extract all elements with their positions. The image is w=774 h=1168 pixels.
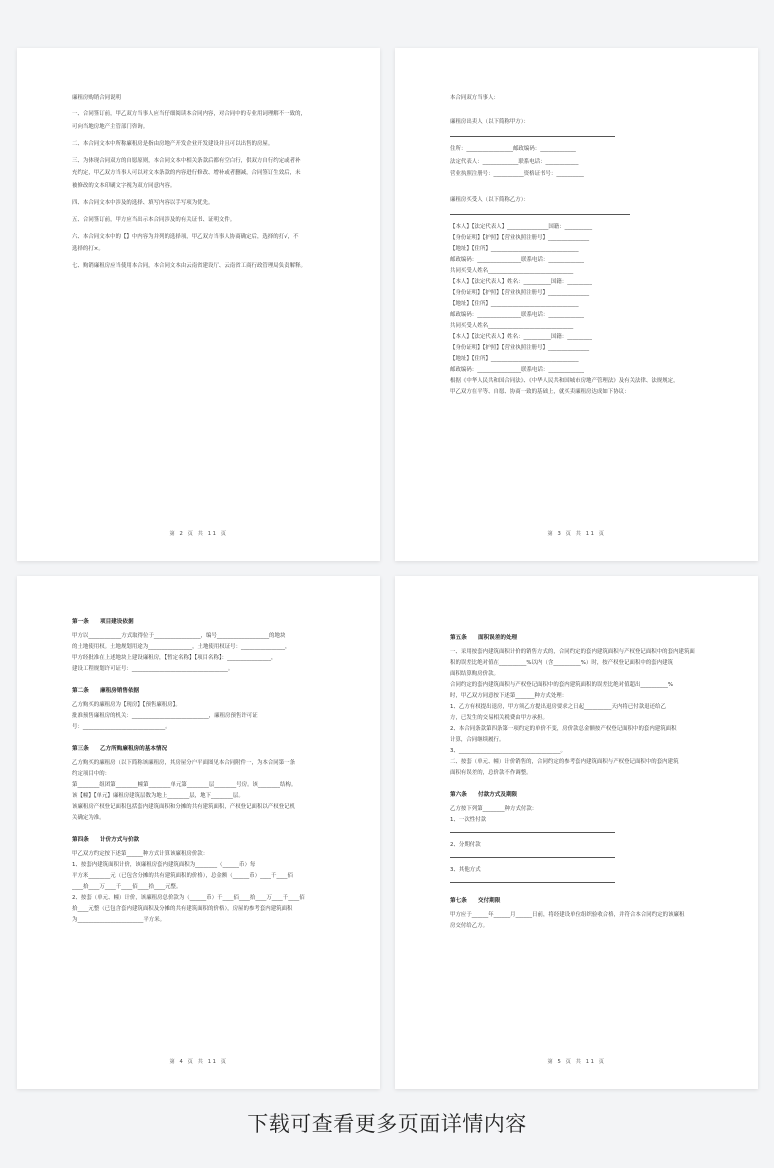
fill-line [450, 832, 615, 833]
text-line: 【本人】【法定代表人】姓名：__________国籍：_________ [450, 279, 592, 286]
text-line: 六、本合同文本中的【】中内容为并列的选择项，甲乙双方当事人协商确定后，选择的打√，不 [72, 233, 299, 240]
text-line: 廉租房买受人（以下简称乙方）： [450, 197, 529, 204]
text-line: 可向当地房地产主管部门咨询。 [72, 123, 149, 130]
section-title: 第五条 面积误差的处理 [450, 635, 518, 641]
text-line: 甲乙双方约定按下述第______种方式计算该廉租房价款： [72, 851, 209, 857]
text-line: 【地址】【住所】________________________________ [450, 301, 579, 308]
text-line: 批准预售廉租房的机关：____________________________，廉租房预售许可证 [72, 713, 258, 719]
text-line: 甲乙双方在平等、自愿、协商一致的基础上，就买卖廉租房达成如下协议： [450, 389, 630, 396]
text-line: 甲方应于______年______月______日前，将经建设单位组织验收合格，并符合本合同约定的该廉租 [450, 912, 685, 918]
text-line: 平方米________元（已包含分摊的共有建筑面积的价格），总金额（______币）____千____佰 [72, 873, 293, 879]
text-line: 廉租房出卖人（以下简称甲方）： [450, 119, 529, 125]
text-line: 一、采用按套内建筑面积计价的销售方式的，合同约定的套内建筑面积与产权登记面积中的套内建筑面 [450, 649, 695, 655]
text-line: 本合同双方当事人： [450, 95, 499, 101]
section-title: 第一条 项目建设依据 [72, 619, 134, 625]
fill-line [450, 136, 615, 137]
text-line: 邮政编码：________________联系电话：_____________ [450, 312, 585, 319]
download-caption: 下载可查看更多页面详情内容 [247, 1112, 527, 1136]
doc-title: 廉租房购销合同说明 [72, 95, 121, 101]
text-line: 1、按套内建筑面积计价，该廉租房套内建筑面积为________（______币）每 [72, 862, 256, 868]
text-line: 二、按套（单元、幢）计价销售的，合同约定的参考套内建筑面积与产权登记面积中的套内建筑 [450, 759, 679, 765]
text-line: 3、_____________________________________。 [450, 748, 566, 754]
fill-line [450, 882, 615, 883]
text-line: 1、乙方有权提出退房，甲方须乙方提出退房要求之日起__________天内将已付款退还给乙 [450, 704, 666, 710]
text-line: 约定项目中的： [72, 771, 111, 777]
text-line: 住所：_________________邮政编码：_____________ [450, 146, 576, 152]
text-line: 建设工程规划许可证号：___________________________________。 [72, 666, 234, 672]
text-line: 四、本合同文本中涉及的选择、填写内容以手写项为优先。 [72, 199, 214, 206]
text-line: 乙方购买的廉租房为【现房】【预售廉租房】。 [72, 702, 181, 708]
text-line: 积的误差比绝对值在__________%以内（含__________%）时，按产权登记面积中的套内建筑 [450, 660, 674, 666]
text-line: 法定代表人：_____________联系电话：____________ [450, 158, 579, 165]
text-line: ____拾____万____千____佰____拾____元整。 [72, 884, 182, 890]
text-line: 方，已发生的交易相关税费由甲方承担。 [450, 715, 548, 721]
fill-line [450, 857, 615, 858]
text-line: 【本人】【法定代表人】姓名：__________国籍：_________ [450, 334, 592, 341]
text-line: 该【幢】【单元】廉租房建筑层数为地上________层，地下________层。 [72, 793, 244, 799]
page-footer: 第 2 页 共 11 页 [169, 531, 228, 537]
text-line: 三、为体现合同双方的自愿原则，本合同文本中相关条款后都有空白行，供双方自行约定或者补 [72, 157, 301, 164]
text-line: 七、购销廉租房应当使用本合同，本合同文本由云南省建设厅、云南省工商行政管理局负责解释。 [72, 263, 306, 270]
text-line: 五、合同签订前，甲方应当出示本合同涉及的有关证书、证明文件。 [72, 216, 236, 223]
section-title: 第七条 交付期限 [450, 898, 501, 904]
fill-line [450, 214, 630, 215]
text-line: 面积有误差的，总价款不作调整。 [450, 770, 532, 776]
text-line: 【地址】【住所】________________________________ [450, 246, 579, 253]
text-line: 根据《中华人民共和国合同法》、《中华人民共和国城市房地产管理法》及有关法律、法规规定， [450, 378, 679, 385]
document-page-3 [395, 48, 758, 561]
page-footer: 第 5 页 共 11 页 [547, 1059, 606, 1065]
text-line: 该廉租房产权登记面积包括套内建筑面积和分摊的共有建筑面积，产权登记面积以产权登记机 [72, 804, 296, 810]
text-line: 的土地使用权。土地规划用途为________________，土地使用权证号：________________， [72, 644, 291, 650]
text-line: 【身份证明】【护照】【营业执照注册号】_______________ [450, 235, 590, 242]
text-line: 号：______________________________。 [72, 724, 171, 730]
text-line: 乙方购买的廉租房（以下简称该廉租房，其房屋分户平面图见本合同附件一，为本合同第一条 [72, 760, 296, 766]
text-line: 拾____元整（已包含套内建筑面积及分摊的共有建筑面积的价格），房屋的参考套内建筑面积 [72, 906, 293, 912]
page-footer: 第 3 页 共 11 页 [547, 531, 606, 537]
text-line: 第________组团第________幢第________单元第________层________号房。该________结构。 [72, 782, 297, 788]
text-line: 一、合同签订前，甲乙双方当事人应当仔细阅读本合同内容，对合同中的专业用词理解不一致的， [72, 111, 306, 117]
text-line: 【本人】【法定代表人】_______________国籍：__________ [450, 224, 593, 231]
text-line: 1、一次性付款 [450, 817, 487, 823]
text-line: 甲方经批准在上述地块上建设廉租房，【暂定名称】【项目名称】：________________， [72, 655, 277, 661]
text-line: 2、分期付款 [450, 842, 481, 848]
text-line: 合同约定的套内建筑面积与产权登记面积中的套内建筑面积的误差比绝对值超出__________% [450, 682, 674, 688]
text-line: 关确定为准。 [72, 815, 105, 821]
document-page-5 [395, 576, 758, 1089]
text-line: 二、本合同文本中所称廉租房是指由房地产开发企业开发建设并且可以出售的房屋。 [72, 140, 274, 147]
text-line: 计算，合同继续履行。 [450, 737, 505, 743]
text-line: 共同买受人姓名_______________________________ [450, 268, 574, 275]
text-line: 时，甲乙双方同意按下述第_______种方式处理： [450, 693, 568, 699]
section-title: 第二条 廉租房销售依据 [72, 688, 140, 694]
section-title: 第四条 计价方式与价款 [72, 837, 140, 843]
text-line: 【身份证明】【护照】【营业执照注册号】_______________ [450, 290, 590, 297]
section-title: 第三条 乙方所购廉租房的基本情况 [72, 746, 168, 752]
text-line: 邮政编码：________________联系电话：_____________ [450, 257, 585, 264]
text-line: 甲方以____________方式取得位于_________________，编号___________________的地块 [72, 633, 286, 639]
text-line: 被修改的文本印刷文字视为双方同意内容。 [72, 182, 176, 189]
text-line: 充约定，甲乙双方当事人可以对文本条款的内容进行修改、增补或者删减，合同签订生效后，未 [72, 170, 301, 177]
text-line: 选择的打×。 [72, 246, 104, 253]
page-footer: 第 4 页 共 11 页 [169, 1059, 228, 1065]
text-line: 为________________________平方米。 [72, 917, 166, 923]
text-line: 乙方按下列第________种方式付款： [450, 806, 538, 812]
text-line: 房交付给乙方。 [450, 923, 489, 929]
text-line: 【身份证明】【护照】【营业执照注册号】_______________ [450, 345, 590, 352]
text-line: 2、按套（单元、幢）计价，该廉租房总价款为（______币）千____佰____拾____万____千____佰 [72, 895, 305, 901]
document-page-4 [17, 576, 380, 1089]
text-line: 面积结算购房价款。 [450, 671, 499, 677]
text-line: 3、其他方式 [450, 867, 481, 873]
text-line: 邮政编码：________________联系电话：_____________ [450, 367, 585, 374]
text-line: 共同买受人姓名_______________________________ [450, 323, 574, 330]
text-line: 营业执照注册号：___________资格证书号：__________ [450, 171, 584, 178]
section-title: 第六条 付款方式及期限 [450, 792, 518, 798]
text-line: 2、本合同条款第四条第一项约定的单价不变，房价款总金额按产权登记面积中的套内建筑面积 [450, 726, 677, 732]
text-line: 【地址】【住所】________________________________ [450, 356, 579, 363]
document-page-2 [17, 48, 380, 561]
